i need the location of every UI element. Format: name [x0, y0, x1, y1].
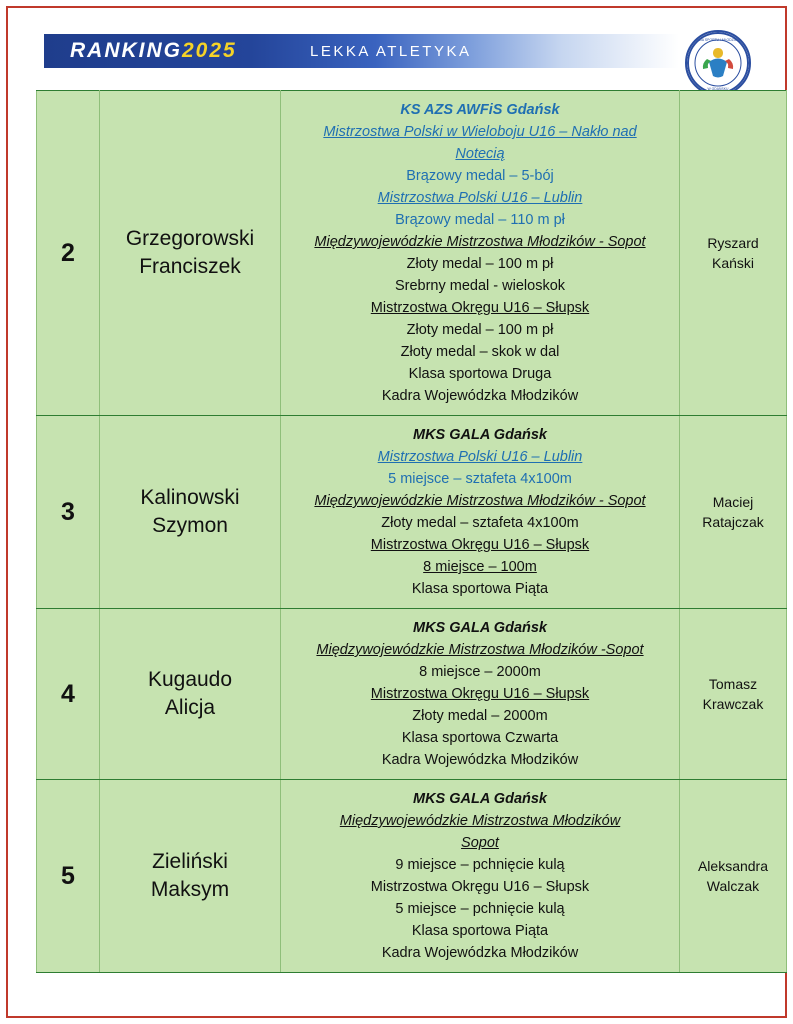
- achievement-line: Mistrzostwa Okręgu U16 – Słupsk: [370, 300, 590, 316]
- achievement-line: Złoty medal – 2000m: [412, 708, 548, 724]
- coach-surname: Kański: [711, 255, 755, 271]
- achievement-line: Kadra Wojewódzka Młodzików: [381, 752, 579, 768]
- coach-cell: [680, 780, 787, 973]
- svg-text:W GDAŃSKU: W GDAŃSKU: [707, 87, 729, 91]
- athlete-firstname: Alicja: [164, 696, 216, 719]
- achievement-list: [285, 99, 675, 407]
- table-row: [37, 416, 787, 609]
- coach-firstname: Aleksandra: [697, 858, 769, 874]
- athlete-name-cell: [100, 609, 281, 780]
- table-row: [37, 609, 787, 780]
- coach-cell: [680, 91, 787, 416]
- rank-value: 5: [61, 862, 75, 890]
- achievement-line: Notecią: [455, 146, 505, 162]
- achievement-line: Srebrny medal - wieloskok: [394, 278, 566, 294]
- achievement-line: Kadra Wojewódzka Młodzików: [381, 945, 579, 961]
- achievement-line: Złoty medal – skok w dal: [400, 344, 560, 360]
- achievement-list: [285, 424, 675, 600]
- table-body: [37, 91, 787, 973]
- coach-firstname: Tomasz: [708, 676, 758, 692]
- achievement-line: Międzywojewódzkie Mistrzostwa Młodzików - Sopot: [314, 493, 646, 509]
- ranking-table: [36, 90, 787, 973]
- athlete-firstname: Szymon: [152, 514, 228, 537]
- table-row: [37, 780, 787, 973]
- achievement-line: Sopot: [461, 835, 499, 851]
- achievement-line: Złoty medal – 100 m pł: [406, 322, 554, 338]
- rank-cell: [37, 91, 100, 416]
- achievement-line: Mistrzostwa Polski U16 – Lublin: [377, 449, 583, 465]
- achievement-list: [285, 788, 675, 964]
- achievement-line: Mistrzostwa Okręgu U16 – Słupsk: [370, 686, 590, 702]
- achievements-cell: [281, 609, 680, 780]
- coach-surname: Walczak: [706, 878, 760, 894]
- achievement-line: 8 miejsce – 100m: [423, 559, 537, 575]
- achievement-line: Klasa sportowa Piąta: [411, 581, 549, 597]
- achievement-line: KS AZS AWFiS Gdańsk: [400, 102, 560, 118]
- rank-cell: [37, 780, 100, 973]
- athlete-name-cell: [100, 416, 281, 609]
- coach-surname: Ratajczak: [702, 514, 764, 530]
- achievement-line: 5 miejsce – sztafeta 4x100m: [388, 471, 572, 487]
- achievement-line: Brązowy medal – 5-bój: [406, 168, 554, 184]
- achievement-line: Klasa sportowa Piąta: [411, 923, 549, 939]
- coach-cell: [680, 609, 787, 780]
- table-row: [37, 91, 787, 416]
- achievement-line: Klasa sportowa Czwarta: [401, 730, 559, 746]
- achievements-cell: [281, 780, 680, 973]
- achievement-line: Międzywojewódzkie Mistrzostwa Młodzików -Sopot: [316, 642, 644, 658]
- header-discipline-title: LEKKA ATLETYKA: [310, 43, 472, 60]
- athlete-surname: Zieliński: [152, 850, 228, 873]
- coach-firstname: Maciej: [712, 494, 754, 510]
- achievement-line: Złoty medal – sztafeta 4x100m: [381, 515, 579, 531]
- coach-cell: [680, 416, 787, 609]
- achievement-line: Mistrzostwa Polski U16 – Lublin: [377, 190, 583, 206]
- achievement-line: Mistrzostwa Okręgu U16 – Słupsk: [370, 537, 590, 553]
- athlete-surname: Kugaudo: [147, 668, 233, 691]
- achievements-cell: [281, 416, 680, 609]
- gdansk-sports-logo-icon: [685, 30, 751, 96]
- coach-surname: Krawczak: [702, 696, 764, 712]
- rank-value: 2: [61, 239, 75, 267]
- achievement-line: Kadra Wojewódzka Młodzików: [381, 388, 579, 404]
- achievement-line: Mistrzostwa Okręgu U16 – Słupsk: [370, 879, 590, 895]
- rank-cell: [37, 609, 100, 780]
- athlete-surname: Grzegorowski: [125, 227, 255, 250]
- achievement-line: Międzywojewódzkie Mistrzostwa Młodzików - Sopot: [314, 234, 646, 250]
- ranking-year: 2025: [182, 39, 237, 62]
- athlete-firstname: Franciszek: [139, 255, 241, 278]
- achievement-line: Brązowy medal – 110 m pł: [395, 212, 565, 228]
- rank-value: 4: [61, 680, 75, 708]
- athlete-firstname: Maksym: [150, 878, 230, 901]
- rank-value: 3: [61, 498, 75, 526]
- document-header: [30, 28, 765, 91]
- achievements-cell: [281, 91, 680, 416]
- achievement-line: Międzywojewódzkie Mistrzostwa Młodzików: [339, 813, 621, 829]
- svg-text:RADA SPORTU I MŁODZIEŻY: RADA SPORTU I MŁODZIEŻY: [694, 38, 742, 42]
- rank-cell: [37, 416, 100, 609]
- ranking-word: RANKING: [70, 39, 182, 62]
- ranking-title: [70, 41, 237, 61]
- athlete-name-cell: [100, 91, 281, 416]
- coach-firstname: Ryszard: [707, 235, 759, 251]
- athlete-name-cell: [100, 780, 281, 973]
- achievement-line: 5 miejsce – pchnięcie kulą: [395, 901, 565, 917]
- achievement-list: [285, 617, 675, 771]
- achievement-line: Mistrzostwa Polski w Wieloboju U16 – Nakło nad: [323, 124, 637, 140]
- achievement-line: 8 miejsce – 2000m: [419, 664, 541, 680]
- achievement-line: Klasa sportowa Druga: [408, 366, 552, 382]
- achievement-line: MKS GALA Gdańsk: [412, 620, 547, 636]
- achievement-line: Złoty medal – 100 m pł: [406, 256, 554, 272]
- athlete-surname: Kalinowski: [140, 486, 240, 509]
- achievement-line: 9 miejsce – pchnięcie kulą: [395, 857, 565, 873]
- achievement-line: MKS GALA Gdańsk: [412, 791, 547, 807]
- achievement-line: MKS GALA Gdańsk: [412, 427, 547, 443]
